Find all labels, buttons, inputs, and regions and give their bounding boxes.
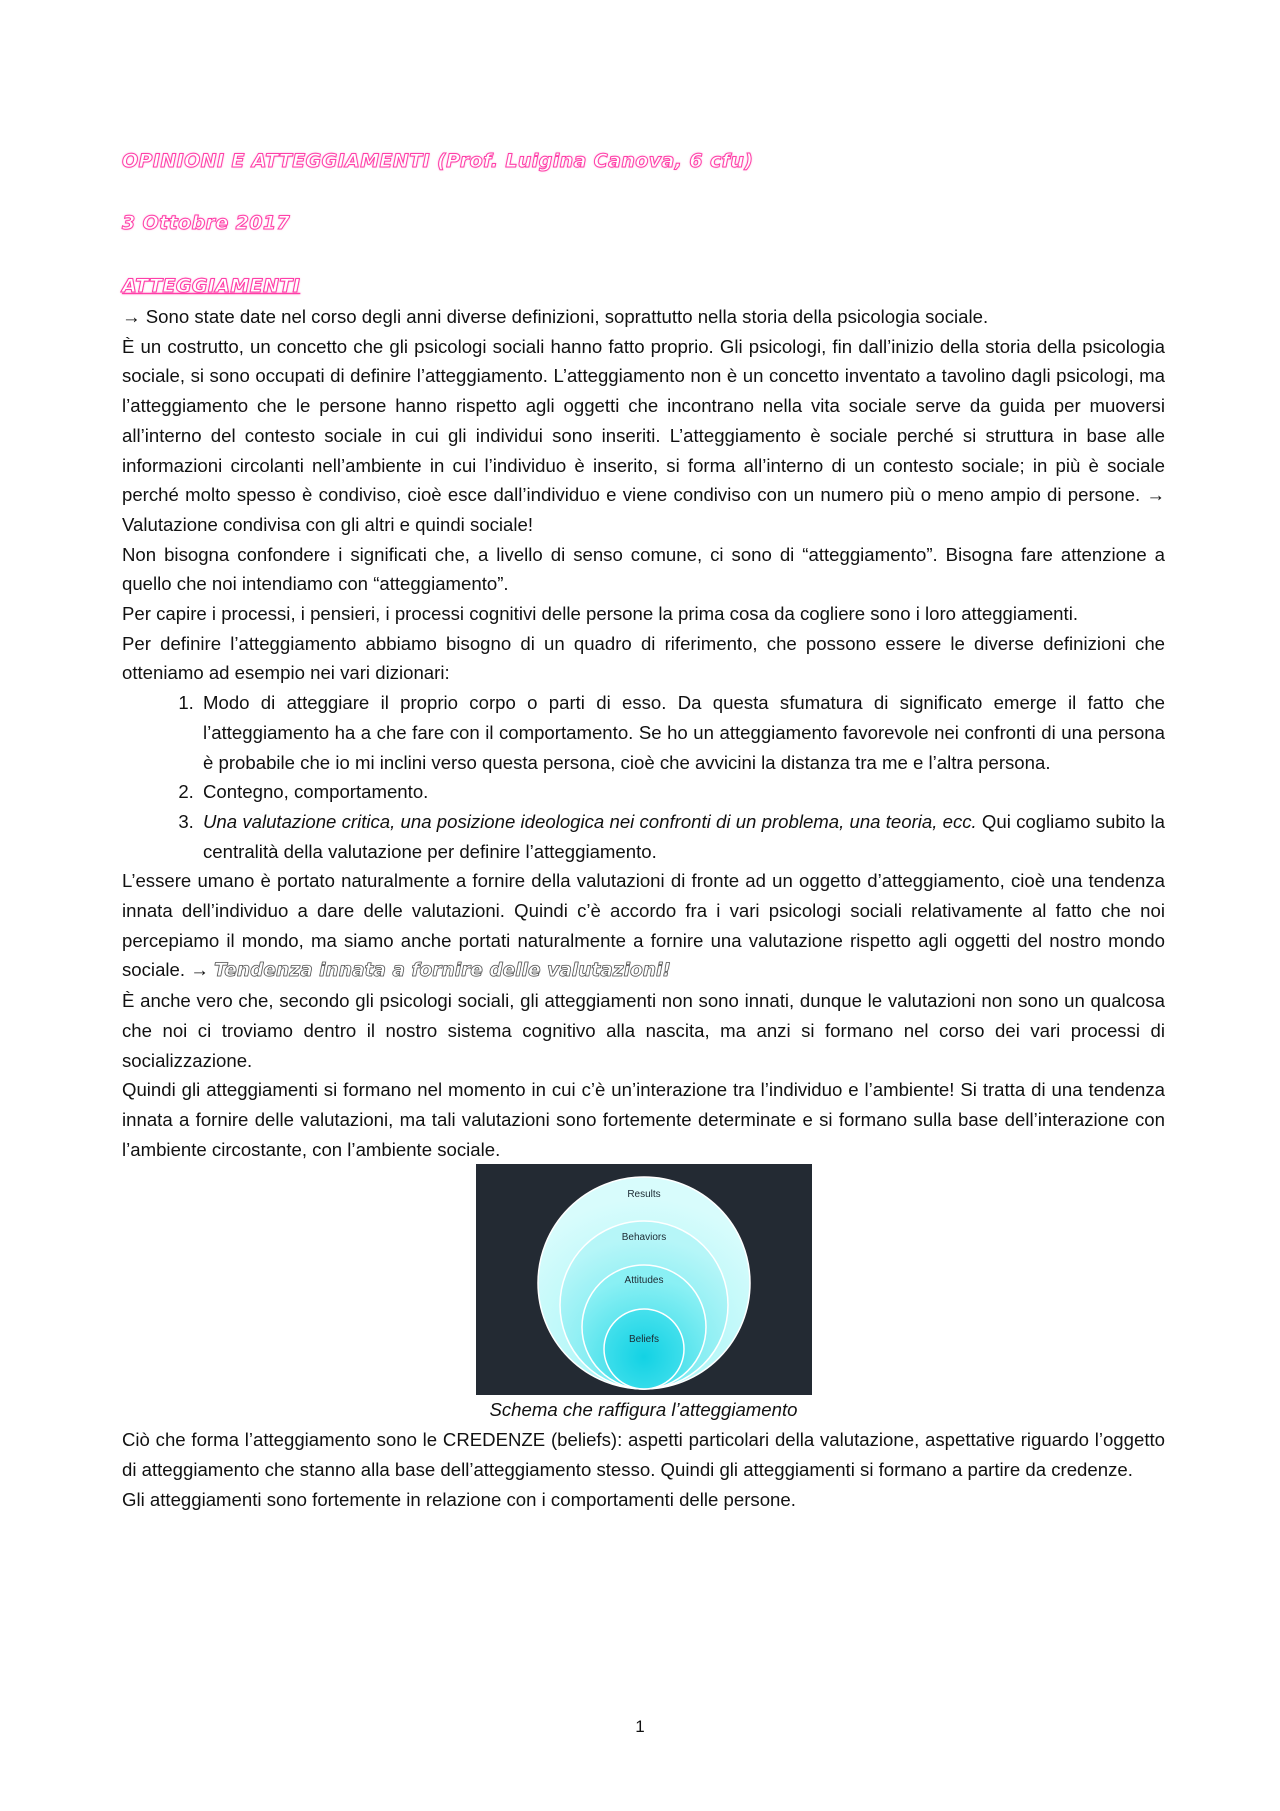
paragraph: Per definire l’atteggiamento abbiamo bisogno di un quadro di riferimento, che possono essere le diverse definizioni che otteniamo ad esempio nei vari dizionari:	[122, 632, 1165, 684]
paragraph: Per capire i processi, i pensieri, i processi cognitivi delle persone la prima cosa da cogliere sono i loro atteggiamenti.	[122, 603, 1078, 625]
list-item: 2. Contegno, comportamento.	[199, 777, 1165, 807]
lecture-date: 3 Ottobre 2017	[122, 212, 291, 234]
paragraph: Ciò che forma l’atteggiamento sono le CREDENZE (beliefs): aspetti particolari della valutazione, aspettative riguardo l’oggetto di atteggiamento che stanno alla base dell’atteggiamento stesso. Quindi gli atteggiamenti si formano a partire da credenze.	[122, 1429, 1165, 1480]
label-results: Results	[626, 1189, 661, 1201]
label-attitudes: Attitudes	[624, 1275, 663, 1287]
paragraph: → Sono state date nel corso degli anni diverse definizioni, soprattutto nella storia della psicologia sociale.	[122, 306, 989, 327]
paragraph: È anche vero che, secondo gli psicologi sociali, gli atteggiamenti non sono innati, dunque le valutazioni non sono un qualcosa che noi ci troviamo dentro il nostro sistema cognitivo alla nascita, ma anzi si formano nel corso dei vari processi di socializzazione.	[122, 990, 1165, 1071]
document-body	[122, 302, 1165, 1514]
paragraph: È un costrutto, un concetto che gli psicologi sociali hanno fatto proprio. Gli psicologi, fin dall’inizio della storia della psicologia sociale, si sono occupati di definire l’atteggiamento. L’atteggiamento non è un concetto inventato a tavolino dagli psicologi, ma l’atteggiamento che le persone hanno rispetto agli oggetti che incontrano nella vita sociale serve da guida per muoversi all’interno del contesto sociale in cui gli individui sono inseriti. L’atteggiamento è sociale perché si struttura in base alle informazioni circolanti nell’ambiente in cui l’individuo è inserito, si forma all’interno di un contesto sociale; in più è sociale perché molto spesso è condiviso, cioè esce dall’individuo e viene condiviso con un numero più o meno ampio di persone. → Valutazione condivisa con gli altri e quindi sociale!	[122, 335, 1165, 535]
label-beliefs: Beliefs	[628, 1334, 659, 1346]
beliefs-circle	[604, 1309, 684, 1389]
page-number: 1	[635, 1717, 645, 1736]
list-item: 1. Modo di atteggiare il proprio corpo o parti di esso. Da questa sfumatura di significato emerge il fatto che l’atteggiamento ha a che fare con il comportamento. Se ho un atteggiamento favorevole nei confronti di una persona è probabile che io mi inclini verso questa persona, cioè che avvicini la distanza tra me e l’altra persona.	[199, 688, 1165, 777]
document-title: OPINIONI E ATTEGGIAMENTI (Prof. Luigina Canova, 6 cfu)	[122, 150, 754, 172]
paragraph: Gli atteggiamenti sono fortemente in relazione con i comportamenti delle persone.	[122, 1488, 796, 1510]
paragraph-text: L’essere umano è portato naturalmente a fornire della valutazioni di fronte ad un oggetto d’atteggiamento, cioè una tendenza innata dell’individuo a dare delle valutazioni. Quindi c’è accordo fra i vari psicologi sociali relativamente al fatto che noi percepiamo il mondo, ma siamo anche portati naturalmente a fornire una valutazione rispetto agli oggetti del nostro mondo sociale. →	[122, 870, 1165, 981]
paragraph: Non bisogna confondere i significati che, a livello di senso comune, ci sono di “atteggiamento”. Bisogna fare attenzione a quello che noi intendiamo con “atteggiamento”.	[122, 543, 1165, 595]
definitions-list	[122, 688, 1165, 866]
figure-caption: Schema che raffigura l’atteggiamento	[489, 1399, 798, 1421]
label-behaviors: Behaviors	[621, 1232, 666, 1244]
emphasis-text: Tendenza innata a fornire delle valutazioni!	[213, 960, 671, 982]
list-item-italic: Una valutazione critica, una posizione ideologica nei confronti di un problema, una teoria, ecc.	[203, 810, 977, 832]
paragraph	[122, 866, 1165, 986]
attitude-schema-figure	[476, 1164, 812, 1395]
section-heading: ATTEGGIAMENTI	[122, 275, 301, 297]
paragraph: Quindi gli atteggiamenti si formano nel momento in cui c’è un’interazione tra l’individuo e l’ambiente! Si tratta di una tendenza innata a fornire delle valutazioni, ma tali valutazioni sono fortemente determinate e si formano sulla base dell’interazione con l’ambiente circostante, con l’ambiente sociale.	[122, 1079, 1165, 1160]
list-item	[199, 807, 1165, 866]
list-item-text: Qui cogliamo subito la centralità della valutazione per definire l’atteggiamento.	[203, 810, 1165, 862]
